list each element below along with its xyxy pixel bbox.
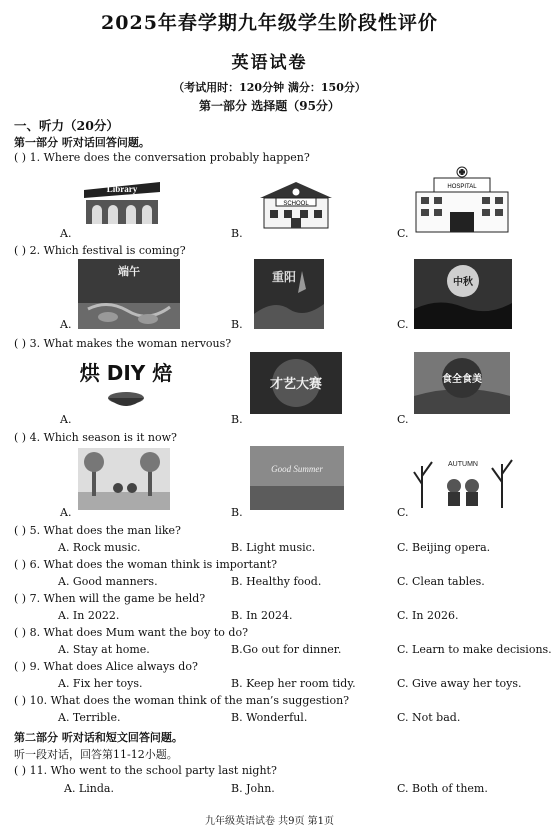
- question-11: ( ) 11. Who went to the school party last night?: [14, 764, 277, 777]
- question-6: ( ) 6. What does the woman think is important?: [14, 558, 278, 571]
- school-sign: SCHOOL: [283, 201, 309, 207]
- q7-option-b[interactable]: B. In 2024.: [231, 609, 293, 622]
- picture-caption: 才艺大赛: [269, 377, 323, 392]
- question-10: ( ) 10. What does the woman think of the man’s suggestion?: [14, 694, 350, 707]
- picture-caption: 中秋: [453, 277, 473, 288]
- food-show-picture: [414, 352, 510, 414]
- q3-option-b[interactable]: B.: [231, 413, 243, 426]
- q8-option-a[interactable]: A. Stay at home.: [58, 643, 150, 656]
- q10-option-a[interactable]: A. Terrible.: [58, 711, 121, 724]
- question-7: ( ) 7. When will the game be held?: [14, 592, 206, 605]
- q1-option-b[interactable]: B.: [231, 227, 243, 240]
- hospital-picture: [412, 166, 512, 234]
- double-ninth-festival-picture: [254, 259, 324, 329]
- q11-option-b[interactable]: B. John.: [231, 782, 275, 795]
- baking-diy-picture: [79, 356, 173, 422]
- q2-option-a[interactable]: A.: [60, 318, 72, 331]
- question-9: ( ) 9. What does Alice always do?: [14, 660, 198, 673]
- q6-option-a[interactable]: A. Good manners.: [58, 575, 158, 588]
- q4-option-c[interactable]: C.: [397, 506, 409, 519]
- q4-option-b[interactable]: B.: [231, 506, 243, 519]
- picture-caption: AUTUMN: [448, 461, 478, 468]
- question-5: ( ) 5. What does the man like?: [14, 524, 181, 537]
- q9-option-b[interactable]: B. Keep her room tidy.: [231, 677, 356, 690]
- q10-option-c[interactable]: C. Not bad.: [397, 711, 461, 724]
- part-title: 第一部分 选择题（95分）: [199, 99, 340, 113]
- picture-caption: 食全食美: [442, 374, 482, 385]
- q5-option-c[interactable]: C. Beijing opera.: [397, 541, 491, 554]
- q2-option-b[interactable]: B.: [231, 318, 243, 331]
- picture-caption: 重阳: [271, 270, 297, 284]
- exam-title: 2025年春学期九年级学生阶段性评价: [101, 12, 438, 34]
- question-8: ( ) 8. What does Mum want the boy to do?: [14, 626, 248, 639]
- part1-heading: 第一部分 听对话回答问题。: [14, 136, 150, 149]
- q9-option-a[interactable]: A. Fix her toys.: [58, 677, 143, 690]
- exam-subtitle: 英语试卷: [231, 53, 308, 73]
- picture-caption: Good Summer: [271, 464, 323, 474]
- q4-option-a[interactable]: A.: [60, 506, 72, 519]
- school-picture: [258, 178, 334, 230]
- q7-option-a[interactable]: A. In 2022.: [58, 609, 120, 622]
- summer-picture: [250, 446, 344, 510]
- picture-caption: 烘 DIY 焙: [79, 361, 173, 385]
- q10-option-b[interactable]: B. Wonderful.: [231, 711, 308, 724]
- page-footer: 九年级英语试卷 共9页 第1页: [204, 816, 335, 827]
- q3-option-a[interactable]: A.: [60, 413, 72, 426]
- picture-caption: 端午: [118, 265, 140, 278]
- dragon-boat-festival-picture: [78, 259, 180, 329]
- spring-picture: [78, 448, 170, 510]
- q8-option-c[interactable]: C. Learn to make decisions.: [397, 643, 552, 656]
- question-4: ( ) 4. Which season is it now?: [14, 431, 177, 444]
- section-title: 一、听力（20分）: [14, 118, 119, 133]
- q3-option-c[interactable]: C.: [397, 413, 409, 426]
- library-sign: Library: [106, 184, 138, 194]
- question-2: ( ) 2. Which festival is coming?: [14, 244, 186, 257]
- q7-option-c[interactable]: C. In 2026.: [397, 609, 459, 622]
- part2-heading: 第二部分 听对话和短文回答问题。: [14, 731, 183, 744]
- autumn-picture: [414, 446, 512, 510]
- q11-option-c[interactable]: C. Both of them.: [397, 782, 488, 795]
- q2-option-c[interactable]: C.: [397, 318, 409, 331]
- q6-option-c[interactable]: C. Clean tables.: [397, 575, 485, 588]
- hospital-sign: HOSPITAL: [447, 184, 477, 190]
- talent-show-picture: [250, 352, 342, 414]
- library-picture: [82, 176, 162, 226]
- q6-option-b[interactable]: B. Healthy food.: [231, 575, 322, 588]
- question-3: ( ) 3. What makes the woman nervous?: [14, 337, 232, 350]
- exam-info: （考试用时：120分钟 满分：150分）: [173, 81, 366, 94]
- part2-note: 听一段对话，回答第11-12小题。: [14, 748, 178, 761]
- q9-option-c[interactable]: C. Give away her toys.: [397, 677, 522, 690]
- q8-option-b[interactable]: B.Go out for dinner.: [231, 643, 342, 656]
- q11-option-a[interactable]: A. Linda.: [64, 782, 114, 795]
- q1-option-a[interactable]: A.: [60, 227, 72, 240]
- question-1: ( ) 1. Where does the conversation probably happen?: [14, 151, 310, 164]
- q5-option-a[interactable]: A. Rock music.: [58, 541, 141, 554]
- q1-option-c[interactable]: C.: [397, 227, 409, 240]
- q5-option-b[interactable]: B. Light music.: [231, 541, 316, 554]
- mid-autumn-festival-picture: [414, 259, 512, 329]
